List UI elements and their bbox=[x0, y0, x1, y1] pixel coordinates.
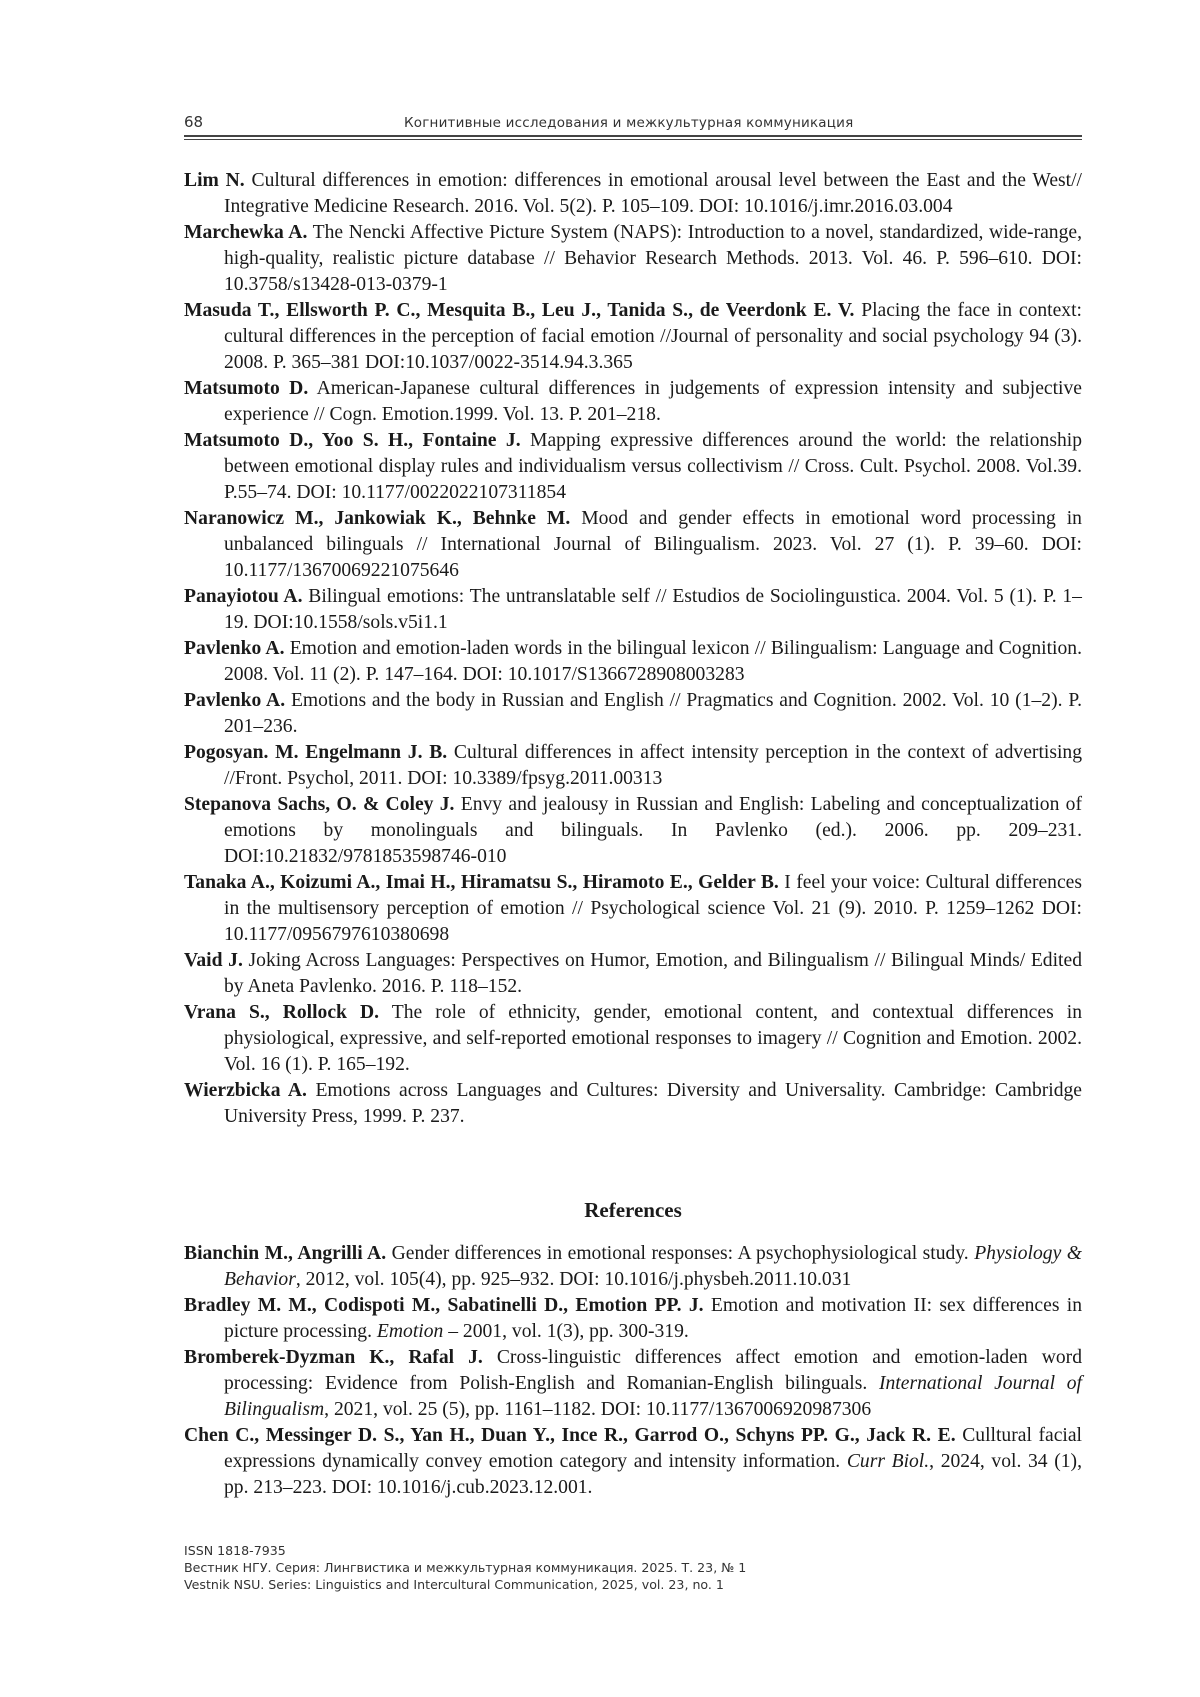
reference-text: Joking Across Languages: Perspectives on Humor, Emotion, and Bilingualism // Bilingual Minds/ Edited by Aneta Pavlenko. 2016. P. 118–152. bbox=[224, 950, 1082, 997]
reference-text: The Nencki Affective Picture System (NAPS): Introduction to a novel, standardized, wide-range, high-quality, realistic picture database // Behavior Research Methods. 2013. Vol. 46. P. 596–610. DOI: 10.3758/s13428-013-0379-1 bbox=[224, 222, 1082, 295]
journal-title: International Journal of Bilingualism bbox=[224, 1373, 1082, 1420]
footer-journal-en: Vestnik NSU. Series: Linguistics and Intercultural Communication, 2025, vol. 23, no. 1 bbox=[184, 1577, 724, 1592]
reference-text: Emotion and motivation II: sex differences in picture processing. Emotion – 2001, vol. 1(3), pp. 300-319. bbox=[224, 1295, 1083, 1342]
reference-text: Culltural facial expressions dynamically convey emotion category and intensity information. Curr Biol., 2024, vol. 34 (1), pp. 213–223. DOI: 10.1016/j.cub.2023.12.001. bbox=[224, 1425, 1082, 1498]
journal-title: Emotion bbox=[376, 1321, 444, 1342]
reference-entry bbox=[184, 1241, 1082, 1293]
footer-journal-ru: Вестник НГУ. Серия: Лингвистика и межкультурная коммуникация. 2025. Т. 23, № 1 bbox=[184, 1560, 747, 1575]
reference-authors: Lim N. bbox=[184, 170, 245, 191]
reference-entry bbox=[184, 1423, 1082, 1501]
reference-list-primary bbox=[184, 168, 1082, 1130]
reference-authors: Chen C., Messinger D. S., Yan H., Duan Y., Ince R., Garrod O., Schyns PP. G., Jack R. E. bbox=[184, 1425, 956, 1446]
reference-text: I feel your voice: Cultural differences in the multisensory perception of emotion // Psychological science Vol. 21 (9). 2010. P. 1259–1262 DOI: 10.1177/0956797610380698 bbox=[224, 872, 1082, 945]
header-rule-thin bbox=[184, 139, 1082, 140]
reference-entry bbox=[184, 584, 1082, 636]
reference-list-secondary bbox=[184, 1241, 1082, 1501]
reference-entry bbox=[184, 1078, 1082, 1130]
reference-authors: Pavlenko A. bbox=[184, 638, 285, 659]
running-title: Когнитивные исследования и межкультурная коммуникация bbox=[404, 115, 854, 131]
reference-entry bbox=[184, 506, 1082, 584]
reference-authors: Vaid J. bbox=[184, 950, 243, 971]
section-heading: References bbox=[584, 1198, 682, 1222]
reference-entry bbox=[184, 298, 1082, 376]
journal-title: Physiology & Behavior bbox=[224, 1243, 1082, 1290]
page-footer bbox=[184, 1542, 746, 1593]
page-number: 68 bbox=[184, 113, 204, 131]
reference-authors: Tanaka A., Koizumi A., Imai H., Hiramatsu S., Hiramoto E., Gelder B. bbox=[184, 872, 779, 893]
reference-text: American-Japanese cultural differences in judgements of expression intensity and subjective experience // Cogn. Emotion.1999. Vol. 13. P. 201–218. bbox=[224, 378, 1082, 425]
reference-entry bbox=[184, 1293, 1082, 1345]
reference-text: Emotions and the body in Russian and English // Pragmatics and Cognition. 2002. Vol. 10 (1–2). P. 201–236. bbox=[224, 690, 1082, 737]
reference-authors: Bromberek-Dyzman K., Rafal J. bbox=[184, 1347, 483, 1368]
reference-text: Mood and gender effects in emotional word processing in unbalanced bilinguals // International Journal of Bilingualism. 2023. Vol. 27 (1). P. 39–60. DOI: 10.1177/13670069221075646 bbox=[224, 508, 1082, 581]
reference-authors: Bradley M. M., Codispoti M., Sabatinelli D., Emotion PP. J. bbox=[184, 1295, 704, 1316]
reference-entry bbox=[184, 636, 1082, 688]
reference-text: Envy and jealousy in Russian and English: Labeling and conceptualization of emotions by monolinguals and bilinguals. In Pavlenko (ed.). 2006. pp. 209–231. DOI:10.21832/9781853598746-010 bbox=[224, 794, 1082, 867]
reference-authors: Matsumoto D. bbox=[184, 378, 309, 399]
reference-text: Cultural differences in affect intensity perception in the context of advertising //Front. Psychol, 2011. DOI: 10.3389/fpsyg.2011.00313 bbox=[224, 742, 1082, 789]
reference-text: Emotions across Languages and Cultures: Diversity and Universality. Cambridge: Cambridge University Press, 1999. P. 237. bbox=[224, 1080, 1083, 1127]
reference-entry bbox=[184, 428, 1082, 506]
reference-text: Cross-linguistic differences affect emotion and emotion-laden word processing: Evidence from Polish-English and Romanian-English bilinguals. International Journal of Bilingualism, 2021, vol. 25 (5), pp. 1161–1182. DOI: 10.1177/1367006920987306 bbox=[224, 1347, 1082, 1420]
reference-text: The role of ethnicity, gender, emotional content, and contextual differences in physiological, expressive, and self-reported emotional responses to imagery // Cognition and Emotion. 2002. Vol. 16 (1). P. 165–192. bbox=[224, 1002, 1083, 1075]
reference-entry bbox=[184, 740, 1082, 792]
reference-text: Mapping expressive differences around the world: the relationship between emotional display rules and individualism versus collectivism // Cross. Cult. Psychol. 2008. Vol.39. P.55–74. DOI: 10.1177/0022022107311854 bbox=[224, 430, 1082, 503]
reference-authors: Pavlenko A. bbox=[184, 690, 286, 711]
reference-authors: Vrana S., Rollock D. bbox=[184, 1002, 380, 1023]
reference-text: Gender differences in emotional responses: A psychophysiological study. Physiology & Behavior, 2012, vol. 105(4), pp. 925–932. DOI: 10.1016/j.physbeh.2011.10.031 bbox=[224, 1243, 1082, 1290]
reference-authors: Wierzbicka A. bbox=[184, 1080, 307, 1101]
reference-entry bbox=[184, 168, 1082, 220]
reference-entry bbox=[184, 220, 1082, 298]
reference-authors: Marchewka A. bbox=[184, 222, 308, 243]
reference-entry bbox=[184, 1000, 1082, 1078]
reference-entry bbox=[184, 870, 1082, 948]
reference-authors: Naranowicz M., Jankowiak K., Behnke M. bbox=[184, 508, 571, 529]
reference-text: Placing the face in context: cultural differences in the perception of facial emotion //Journal of personality and social psychology 94 (3). 2008. P. 365–381 DOI:10.1037/0022-3514.94.3.365 bbox=[224, 300, 1082, 373]
reference-authors: Panayiotou A. bbox=[184, 586, 303, 607]
page-header bbox=[184, 113, 1082, 141]
reference-text: Cultural differences in emotion: differences in emotional arousal level between the East and the West// Integrative Medicine Research. 2016. Vol. 5(2). P. 105–109. DOI: 10.1016/j.imr.2016.03.004 bbox=[224, 170, 1082, 217]
header-rule bbox=[184, 135, 1082, 137]
reference-entry bbox=[184, 688, 1082, 740]
reference-entry bbox=[184, 376, 1082, 428]
reference-authors: Bianchin M., Angrilli A. bbox=[184, 1243, 387, 1264]
reference-authors: Pogosyan. M. Engelmann J. B. bbox=[184, 742, 448, 763]
reference-authors: Masuda T., Ellsworth P. C., Mesquita B., Leu J., Tanida S., de Veerdonk E. V. bbox=[184, 300, 855, 321]
reference-authors: Matsumoto D., Yoo S. H., Fontaine J. bbox=[184, 430, 521, 451]
reference-entry bbox=[184, 1345, 1082, 1423]
reference-entry bbox=[184, 792, 1082, 870]
reference-entry bbox=[184, 948, 1082, 1000]
reference-text: Emotion and emotion-laden words in the bilingual lexicon // Bilingualism: Language and Cognition. 2008. Vol. 11 (2). P. 147–164. DOI: 10.1017/S1366728908003283 bbox=[224, 638, 1082, 685]
reference-authors: Stepanova Sachs, O. & Coley J. bbox=[184, 794, 455, 815]
journal-title: Curr Biol. bbox=[846, 1451, 930, 1472]
reference-text: Bilingual emotions: The untranslatable self // Estudios de Sociolinguıstica. 2004. Vol. 5 (1). P. 1–19. DOI:10.1558/sols.v5i1.1 bbox=[224, 586, 1082, 633]
footer-issn: ISSN 1818-7935 bbox=[184, 1543, 286, 1558]
